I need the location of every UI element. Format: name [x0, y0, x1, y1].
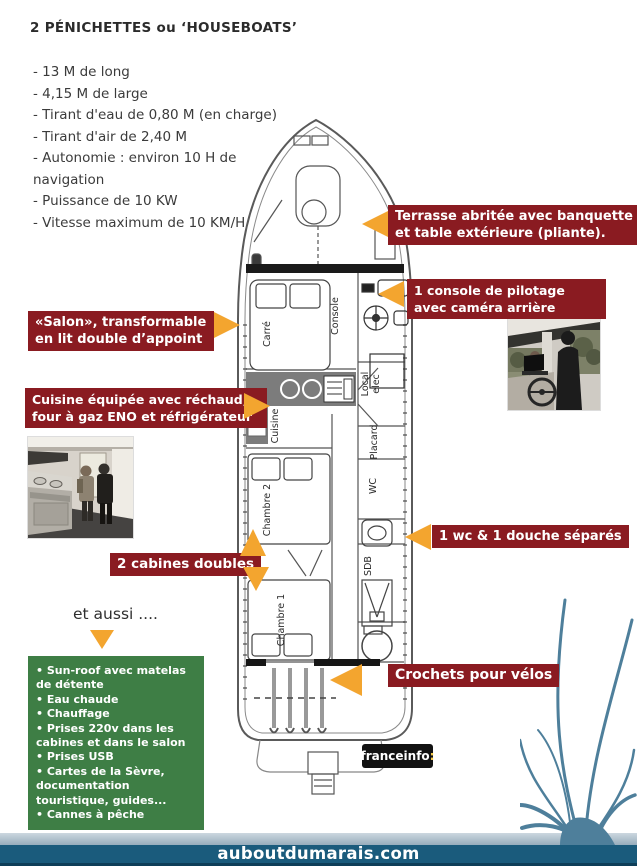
features-box — [28, 656, 204, 830]
callout-crochets: Crochets pour vélos — [388, 664, 559, 687]
spec-line: - 4,15 M de large — [33, 85, 148, 102]
feature-item: • Sun-roof avec matelas de détente — [36, 664, 186, 692]
grass-decoration-icon — [520, 590, 637, 845]
arrow-down-icon — [90, 630, 114, 649]
spec-line: - Vitesse maximum de 10 KM/H — [33, 214, 246, 231]
feature-item: • Prises 220v dans les cabines et dans le salon — [36, 721, 186, 750]
room-label-carre: Carré — [262, 321, 273, 347]
et-aussi-text: et aussi .... — [73, 605, 158, 623]
stern-wall — [246, 659, 266, 666]
stove-icon — [324, 376, 354, 402]
feature-item: • Eau chaude — [36, 692, 119, 706]
room-label-placard: Placard — [369, 424, 380, 460]
kitchen-photo — [28, 437, 133, 538]
spec-line: - 13 M de long — [33, 64, 130, 80]
arrow-right-icon — [214, 312, 240, 338]
franceinfo-colon: : — [429, 749, 435, 763]
arrow-left-icon — [405, 524, 431, 550]
spec-line: - Tirant d'eau de 0,80 M (en charge) — [33, 107, 277, 123]
console-photo — [508, 312, 600, 410]
feature-item: • Cartes de la Sèvre, documentation touristique, guides... — [36, 764, 167, 807]
footer-bar — [0, 845, 637, 866]
callout-cabines: 2 cabines doubles — [110, 553, 261, 576]
feature-item: • Chauffage — [36, 707, 110, 721]
arrow-up-icon — [240, 529, 266, 556]
spec-line: - Autonomie : environ 10 H de navigation — [33, 150, 237, 188]
callout-salon: «Salon», transformable en lit double d’appoint — [28, 311, 214, 351]
feature-item: • Cannes à pêche — [36, 808, 145, 822]
arrow-left-icon — [362, 211, 388, 237]
cabin1-bed — [248, 580, 330, 660]
room-label-sdb: SDB — [363, 556, 374, 576]
spec-line: - Puissance de 10 KW — [33, 193, 178, 209]
room-label-console: Console — [330, 297, 341, 335]
callout-console: 1 console de pilotage avec caméra arrière — [407, 279, 606, 319]
room-label-wc: WC — [368, 477, 379, 495]
feature-item: • Prises USB — [36, 750, 114, 764]
arrow-right-icon — [244, 393, 270, 419]
arrow-down-icon — [243, 567, 269, 591]
franceinfo-text: franceinfo — [360, 749, 430, 763]
callout-wc: 1 wc & 1 douche séparés — [432, 525, 629, 548]
franceinfo-logo — [362, 744, 433, 768]
cabin-front-wall — [246, 264, 404, 273]
room-label-cuisine: Cuisine — [270, 408, 281, 444]
website-url: auboutdumarais.com — [217, 844, 420, 863]
callout-terrasse: Terrasse abritée avec banquette et table extérieure (pliante). — [388, 205, 637, 245]
spec-line: - Tirant d'air de 2,40 M — [33, 128, 188, 145]
room-label-chambre1: Chambre 1 — [276, 593, 287, 647]
room-label-chambre2: Chambre 2 — [262, 483, 273, 537]
room-label-local: Local — [360, 371, 371, 397]
page-title: 2 PÉNICHETTES ou ‘HOUSEBOATS’ — [30, 20, 298, 36]
arrow-left-icon — [330, 664, 362, 696]
arrow-left-icon — [378, 281, 404, 307]
room-label-elec: elec — [371, 374, 382, 394]
callout-cuisine: Cuisine équipée avec réchaud, four à gaz ENO et réfrigérateur — [25, 388, 267, 428]
